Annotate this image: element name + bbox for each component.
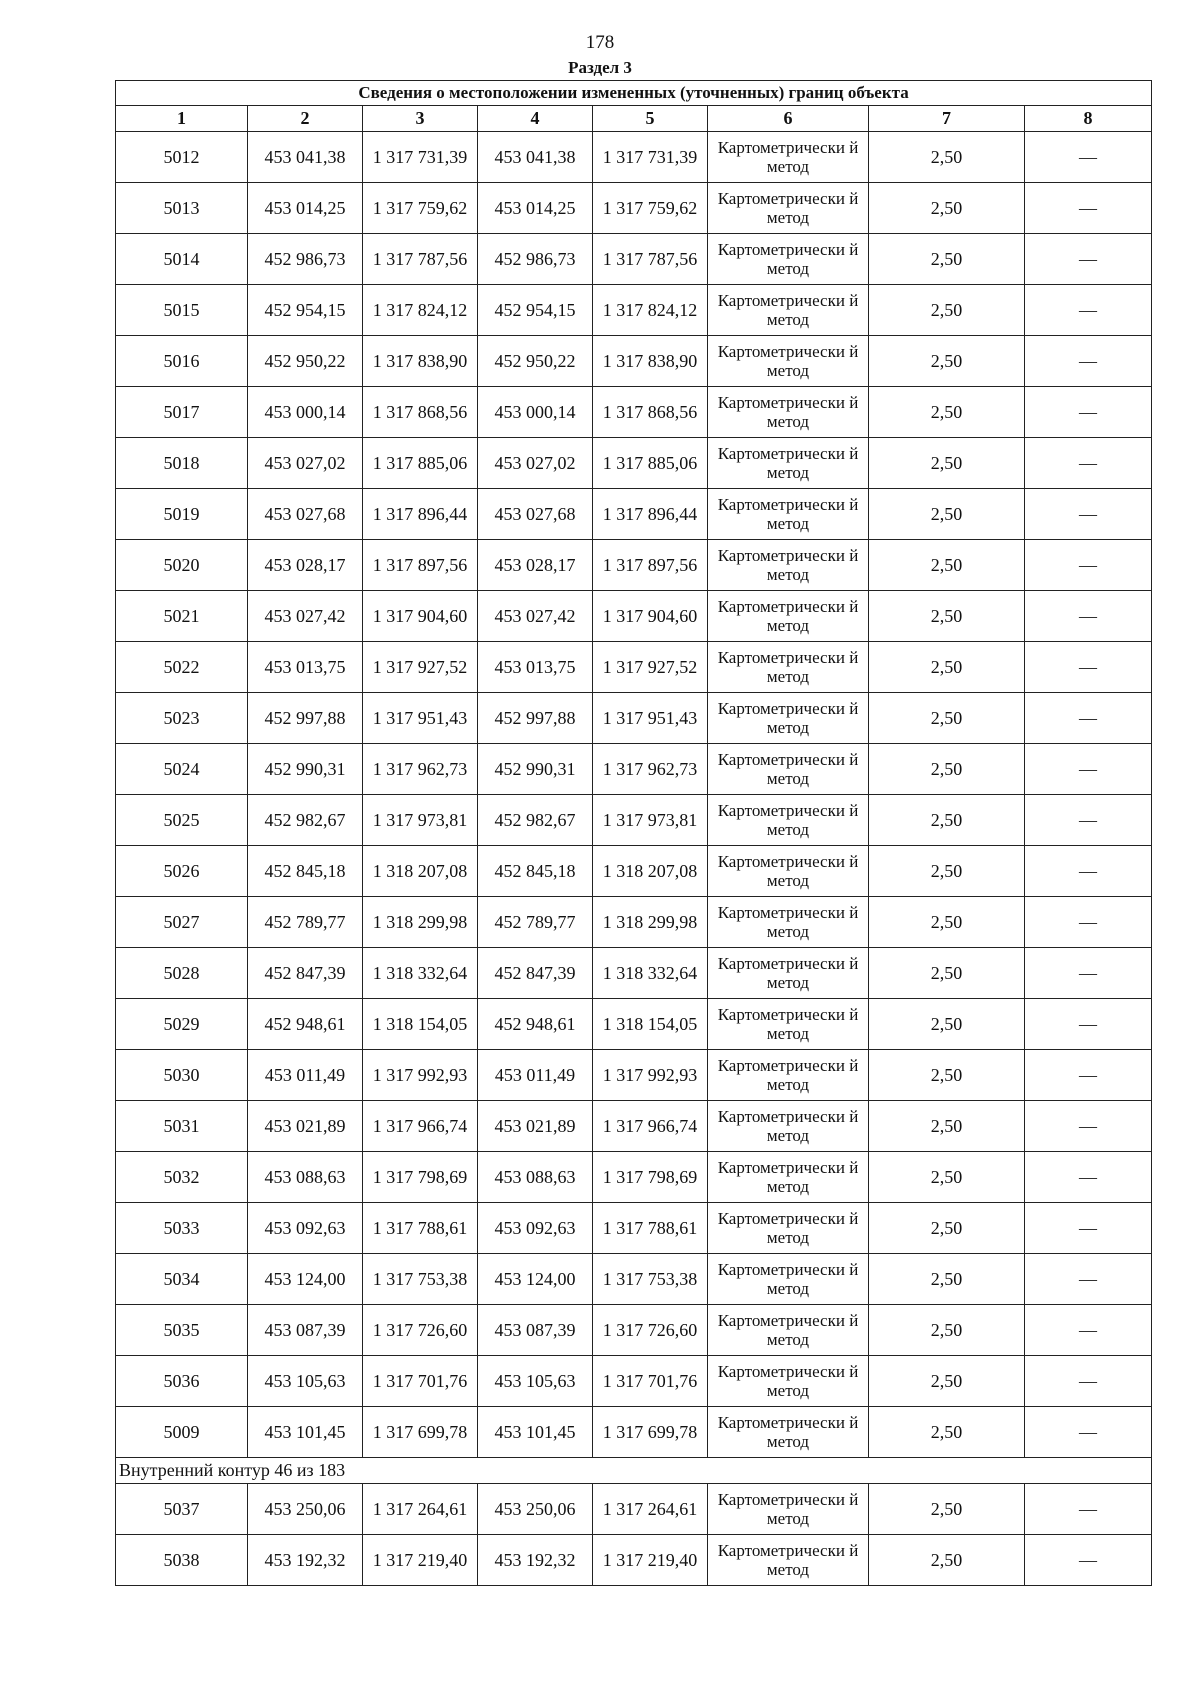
- column-number-row: [116, 106, 1152, 132]
- table-caption: Сведения о местоположении измененных (уточненных) границ объекта: [116, 81, 1152, 106]
- point-number-cell: 5013: [116, 183, 248, 234]
- accuracy-cell: 2,50: [869, 438, 1025, 489]
- y-existing-cell: 1 317 885,06: [363, 438, 478, 489]
- y-new-cell: 1 317 868,56: [593, 387, 708, 438]
- column-number: 6: [708, 106, 869, 132]
- accuracy-cell: 2,50: [869, 591, 1025, 642]
- table-row: [116, 540, 1152, 591]
- y-new-cell: 1 318 299,98: [593, 897, 708, 948]
- accuracy-cell: 2,50: [869, 897, 1025, 948]
- accuracy-cell: 2,50: [869, 1152, 1025, 1203]
- description-cell: —: [1025, 846, 1152, 897]
- x-new-cell: 453 014,25: [478, 183, 593, 234]
- method-cell: Картометрически й метод: [708, 132, 869, 183]
- method-cell: Картометрически й метод: [708, 591, 869, 642]
- x-existing-cell: 452 990,31: [248, 744, 363, 795]
- y-existing-cell: 1 317 966,74: [363, 1101, 478, 1152]
- y-existing-cell: 1 317 896,44: [363, 489, 478, 540]
- table-row: [116, 1535, 1152, 1586]
- description-cell: —: [1025, 1101, 1152, 1152]
- table-row: [116, 1356, 1152, 1407]
- x-existing-cell: 453 028,17: [248, 540, 363, 591]
- description-cell: —: [1025, 897, 1152, 948]
- point-number-cell: 5016: [116, 336, 248, 387]
- table-row: [116, 897, 1152, 948]
- accuracy-cell: 2,50: [869, 183, 1025, 234]
- x-existing-cell: 453 027,02: [248, 438, 363, 489]
- description-cell: —: [1025, 1356, 1152, 1407]
- accuracy-cell: 2,50: [869, 744, 1025, 795]
- accuracy-cell: 2,50: [869, 1305, 1025, 1356]
- y-existing-cell: 1 317 824,12: [363, 285, 478, 336]
- point-number-cell: 5028: [116, 948, 248, 999]
- description-cell: —: [1025, 183, 1152, 234]
- x-new-cell: 453 011,49: [478, 1050, 593, 1101]
- x-existing-cell: 452 997,88: [248, 693, 363, 744]
- y-new-cell: 1 317 966,74: [593, 1101, 708, 1152]
- x-new-cell: 452 997,88: [478, 693, 593, 744]
- point-number-cell: 5025: [116, 795, 248, 846]
- y-new-cell: 1 317 927,52: [593, 642, 708, 693]
- x-new-cell: 453 124,00: [478, 1254, 593, 1305]
- method-cell: Картометрически й метод: [708, 489, 869, 540]
- accuracy-cell: 2,50: [869, 336, 1025, 387]
- description-cell: —: [1025, 1050, 1152, 1101]
- point-number-cell: 5024: [116, 744, 248, 795]
- y-new-cell: 1 317 264,61: [593, 1484, 708, 1535]
- description-cell: —: [1025, 1203, 1152, 1254]
- y-new-cell: 1 318 207,08: [593, 846, 708, 897]
- accuracy-cell: 2,50: [869, 1254, 1025, 1305]
- x-existing-cell: 453 000,14: [248, 387, 363, 438]
- table-row: [116, 183, 1152, 234]
- x-new-cell: 453 250,06: [478, 1484, 593, 1535]
- x-existing-cell: 453 087,39: [248, 1305, 363, 1356]
- method-cell: Картометрически й метод: [708, 1407, 869, 1458]
- y-new-cell: 1 317 219,40: [593, 1535, 708, 1586]
- accuracy-cell: 2,50: [869, 642, 1025, 693]
- method-cell: Картометрически й метод: [708, 1535, 869, 1586]
- point-number-cell: 5036: [116, 1356, 248, 1407]
- method-cell: Картометрически й метод: [708, 1356, 869, 1407]
- x-new-cell: 453 092,63: [478, 1203, 593, 1254]
- method-cell: Картометрически й метод: [708, 183, 869, 234]
- x-existing-cell: 453 124,00: [248, 1254, 363, 1305]
- x-new-cell: 452 845,18: [478, 846, 593, 897]
- contour-label: Внутренний контур 46 из 183: [116, 1458, 1152, 1484]
- section-title: Раздел 3: [568, 58, 632, 77]
- method-cell: Картометрически й метод: [708, 948, 869, 999]
- accuracy-cell: 2,50: [869, 234, 1025, 285]
- x-existing-cell: 453 027,42: [248, 591, 363, 642]
- point-number-cell: 5023: [116, 693, 248, 744]
- y-existing-cell: 1 317 838,90: [363, 336, 478, 387]
- x-existing-cell: 453 250,06: [248, 1484, 363, 1535]
- y-new-cell: 1 317 992,93: [593, 1050, 708, 1101]
- table-row: [116, 1305, 1152, 1356]
- method-cell: Картометрически й метод: [708, 642, 869, 693]
- description-cell: —: [1025, 642, 1152, 693]
- y-existing-cell: 1 317 731,39: [363, 132, 478, 183]
- x-new-cell: 453 013,75: [478, 642, 593, 693]
- column-number: 3: [363, 106, 478, 132]
- table-row: [116, 234, 1152, 285]
- y-existing-cell: 1 317 904,60: [363, 591, 478, 642]
- page-number: 178: [585, 32, 615, 53]
- point-number-cell: 5029: [116, 999, 248, 1050]
- x-existing-cell: 452 948,61: [248, 999, 363, 1050]
- accuracy-cell: 2,50: [869, 285, 1025, 336]
- point-number-cell: 5032: [116, 1152, 248, 1203]
- point-number-cell: 5021: [116, 591, 248, 642]
- x-new-cell: 452 954,15: [478, 285, 593, 336]
- description-cell: —: [1025, 387, 1152, 438]
- y-existing-cell: 1 317 787,56: [363, 234, 478, 285]
- y-existing-cell: 1 317 753,38: [363, 1254, 478, 1305]
- point-number-cell: 5027: [116, 897, 248, 948]
- x-new-cell: 453 041,38: [478, 132, 593, 183]
- coordinates-table: [115, 80, 1152, 1586]
- y-new-cell: 1 317 962,73: [593, 744, 708, 795]
- method-cell: Картометрически й метод: [708, 438, 869, 489]
- description-cell: —: [1025, 336, 1152, 387]
- point-number-cell: 5037: [116, 1484, 248, 1535]
- x-existing-cell: 453 011,49: [248, 1050, 363, 1101]
- y-new-cell: 1 317 951,43: [593, 693, 708, 744]
- point-number-cell: 5018: [116, 438, 248, 489]
- y-existing-cell: 1 317 951,43: [363, 693, 478, 744]
- method-cell: Картометрически й метод: [708, 693, 869, 744]
- method-cell: Картометрически й метод: [708, 1305, 869, 1356]
- x-new-cell: 453 027,68: [478, 489, 593, 540]
- method-cell: Картометрически й метод: [708, 234, 869, 285]
- y-new-cell: 1 317 824,12: [593, 285, 708, 336]
- description-cell: —: [1025, 795, 1152, 846]
- x-existing-cell: 452 845,18: [248, 846, 363, 897]
- method-cell: Картометрически й метод: [708, 285, 869, 336]
- table-row: [116, 744, 1152, 795]
- column-number: 5: [593, 106, 708, 132]
- column-number: 2: [248, 106, 363, 132]
- method-cell: Картометрически й метод: [708, 897, 869, 948]
- accuracy-cell: 2,50: [869, 1050, 1025, 1101]
- table-row: [116, 795, 1152, 846]
- point-number-cell: 5033: [116, 1203, 248, 1254]
- method-cell: Картометрически й метод: [708, 336, 869, 387]
- y-existing-cell: 1 318 207,08: [363, 846, 478, 897]
- method-cell: Картометрически й метод: [708, 540, 869, 591]
- x-existing-cell: 453 105,63: [248, 1356, 363, 1407]
- table-row: [116, 642, 1152, 693]
- description-cell: —: [1025, 1484, 1152, 1535]
- description-cell: —: [1025, 693, 1152, 744]
- x-existing-cell: 453 014,25: [248, 183, 363, 234]
- method-cell: Картометрически й метод: [708, 744, 869, 795]
- x-existing-cell: 453 192,32: [248, 1535, 363, 1586]
- point-number-cell: 5019: [116, 489, 248, 540]
- method-cell: Картометрически й метод: [708, 999, 869, 1050]
- x-new-cell: 453 087,39: [478, 1305, 593, 1356]
- accuracy-cell: 2,50: [869, 948, 1025, 999]
- y-existing-cell: 1 317 788,61: [363, 1203, 478, 1254]
- y-existing-cell: 1 317 798,69: [363, 1152, 478, 1203]
- table-row: [116, 132, 1152, 183]
- method-cell: Картометрически й метод: [708, 795, 869, 846]
- description-cell: —: [1025, 1254, 1152, 1305]
- method-cell: Картометрически й метод: [708, 387, 869, 438]
- point-number-cell: 5031: [116, 1101, 248, 1152]
- x-new-cell: 453 192,32: [478, 1535, 593, 1586]
- method-cell: Картометрически й метод: [708, 1203, 869, 1254]
- y-new-cell: 1 317 897,56: [593, 540, 708, 591]
- y-new-cell: 1 317 973,81: [593, 795, 708, 846]
- y-existing-cell: 1 317 759,62: [363, 183, 478, 234]
- point-number-cell: 5020: [116, 540, 248, 591]
- y-existing-cell: 1 317 897,56: [363, 540, 478, 591]
- y-new-cell: 1 317 759,62: [593, 183, 708, 234]
- y-existing-cell: 1 317 701,76: [363, 1356, 478, 1407]
- accuracy-cell: 2,50: [869, 1203, 1025, 1254]
- x-existing-cell: 452 789,77: [248, 897, 363, 948]
- y-new-cell: 1 317 838,90: [593, 336, 708, 387]
- x-existing-cell: 453 027,68: [248, 489, 363, 540]
- y-existing-cell: 1 318 154,05: [363, 999, 478, 1050]
- column-number: 8: [1025, 106, 1152, 132]
- point-number-cell: 5026: [116, 846, 248, 897]
- y-new-cell: 1 317 788,61: [593, 1203, 708, 1254]
- description-cell: —: [1025, 999, 1152, 1050]
- y-new-cell: 1 317 904,60: [593, 591, 708, 642]
- contour-row: [116, 1458, 1152, 1484]
- x-existing-cell: 452 847,39: [248, 948, 363, 999]
- point-number-cell: 5014: [116, 234, 248, 285]
- x-new-cell: 452 789,77: [478, 897, 593, 948]
- table-row: [116, 1101, 1152, 1152]
- accuracy-cell: 2,50: [869, 1101, 1025, 1152]
- x-new-cell: 452 982,67: [478, 795, 593, 846]
- y-existing-cell: 1 317 962,73: [363, 744, 478, 795]
- accuracy-cell: 2,50: [869, 387, 1025, 438]
- y-new-cell: 1 317 798,69: [593, 1152, 708, 1203]
- table-row: [116, 438, 1152, 489]
- y-new-cell: 1 317 699,78: [593, 1407, 708, 1458]
- table-row: [116, 999, 1152, 1050]
- table-row: [116, 1152, 1152, 1203]
- accuracy-cell: 2,50: [869, 1484, 1025, 1535]
- description-cell: —: [1025, 234, 1152, 285]
- table-row: [116, 693, 1152, 744]
- y-existing-cell: 1 317 726,60: [363, 1305, 478, 1356]
- x-new-cell: 453 027,02: [478, 438, 593, 489]
- method-cell: Картометрически й метод: [708, 1484, 869, 1535]
- description-cell: —: [1025, 1305, 1152, 1356]
- description-cell: —: [1025, 285, 1152, 336]
- accuracy-cell: 2,50: [869, 489, 1025, 540]
- description-cell: —: [1025, 489, 1152, 540]
- x-new-cell: 453 000,14: [478, 387, 593, 438]
- x-existing-cell: 453 021,89: [248, 1101, 363, 1152]
- point-number-cell: 5038: [116, 1535, 248, 1586]
- accuracy-cell: 2,50: [869, 1407, 1025, 1458]
- y-existing-cell: 1 317 992,93: [363, 1050, 478, 1101]
- accuracy-cell: 2,50: [869, 540, 1025, 591]
- x-existing-cell: 453 092,63: [248, 1203, 363, 1254]
- point-number-cell: 5015: [116, 285, 248, 336]
- table-row: [116, 1254, 1152, 1305]
- y-new-cell: 1 318 332,64: [593, 948, 708, 999]
- accuracy-cell: 2,50: [869, 1535, 1025, 1586]
- table-row: [116, 1203, 1152, 1254]
- x-existing-cell: 452 954,15: [248, 285, 363, 336]
- y-existing-cell: 1 317 973,81: [363, 795, 478, 846]
- table-row: [116, 846, 1152, 897]
- table-row: [116, 1484, 1152, 1535]
- y-existing-cell: 1 318 332,64: [363, 948, 478, 999]
- table-row: [116, 387, 1152, 438]
- x-new-cell: 452 948,61: [478, 999, 593, 1050]
- table-row: [116, 489, 1152, 540]
- point-number-cell: 5030: [116, 1050, 248, 1101]
- y-existing-cell: 1 318 299,98: [363, 897, 478, 948]
- description-cell: —: [1025, 438, 1152, 489]
- x-new-cell: 453 021,89: [478, 1101, 593, 1152]
- x-existing-cell: 452 982,67: [248, 795, 363, 846]
- y-new-cell: 1 317 731,39: [593, 132, 708, 183]
- column-number: 1: [116, 106, 248, 132]
- point-number-cell: 5017: [116, 387, 248, 438]
- x-new-cell: 452 847,39: [478, 948, 593, 999]
- y-new-cell: 1 317 787,56: [593, 234, 708, 285]
- accuracy-cell: 2,50: [869, 795, 1025, 846]
- x-new-cell: 452 986,73: [478, 234, 593, 285]
- method-cell: Картометрически й метод: [708, 1050, 869, 1101]
- point-number-cell: 5022: [116, 642, 248, 693]
- table-row: [116, 591, 1152, 642]
- description-cell: —: [1025, 132, 1152, 183]
- y-existing-cell: 1 317 699,78: [363, 1407, 478, 1458]
- column-number: 4: [478, 106, 593, 132]
- table-row: [116, 948, 1152, 999]
- description-cell: —: [1025, 591, 1152, 642]
- y-existing-cell: 1 317 868,56: [363, 387, 478, 438]
- y-existing-cell: 1 317 264,61: [363, 1484, 478, 1535]
- x-new-cell: 453 088,63: [478, 1152, 593, 1203]
- method-cell: Картометрически й метод: [708, 1254, 869, 1305]
- y-new-cell: 1 317 701,76: [593, 1356, 708, 1407]
- point-number-cell: 5035: [116, 1305, 248, 1356]
- accuracy-cell: 2,50: [869, 1356, 1025, 1407]
- x-existing-cell: 453 101,45: [248, 1407, 363, 1458]
- x-existing-cell: 453 013,75: [248, 642, 363, 693]
- x-new-cell: 453 028,17: [478, 540, 593, 591]
- point-number-cell: 5034: [116, 1254, 248, 1305]
- x-existing-cell: 452 986,73: [248, 234, 363, 285]
- y-new-cell: 1 317 726,60: [593, 1305, 708, 1356]
- y-existing-cell: 1 317 219,40: [363, 1535, 478, 1586]
- x-existing-cell: 452 950,22: [248, 336, 363, 387]
- x-new-cell: 452 990,31: [478, 744, 593, 795]
- accuracy-cell: 2,50: [869, 693, 1025, 744]
- column-number: 7: [869, 106, 1025, 132]
- x-new-cell: 453 105,63: [478, 1356, 593, 1407]
- x-existing-cell: 453 041,38: [248, 132, 363, 183]
- x-new-cell: 452 950,22: [478, 336, 593, 387]
- table-caption-row: [116, 81, 1152, 106]
- method-cell: Картометрически й метод: [708, 1152, 869, 1203]
- point-number-cell: 5009: [116, 1407, 248, 1458]
- x-existing-cell: 453 088,63: [248, 1152, 363, 1203]
- table-row: [116, 285, 1152, 336]
- y-existing-cell: 1 317 927,52: [363, 642, 478, 693]
- y-new-cell: 1 318 154,05: [593, 999, 708, 1050]
- x-new-cell: 453 027,42: [478, 591, 593, 642]
- description-cell: —: [1025, 540, 1152, 591]
- description-cell: —: [1025, 1407, 1152, 1458]
- table-row: [116, 336, 1152, 387]
- x-new-cell: 453 101,45: [478, 1407, 593, 1458]
- description-cell: —: [1025, 744, 1152, 795]
- table-row: [116, 1407, 1152, 1458]
- y-new-cell: 1 317 885,06: [593, 438, 708, 489]
- accuracy-cell: 2,50: [869, 132, 1025, 183]
- description-cell: —: [1025, 1535, 1152, 1586]
- accuracy-cell: 2,50: [869, 846, 1025, 897]
- table-row: [116, 1050, 1152, 1101]
- description-cell: —: [1025, 948, 1152, 999]
- method-cell: Картометрически й метод: [708, 1101, 869, 1152]
- y-new-cell: 1 317 753,38: [593, 1254, 708, 1305]
- point-number-cell: 5012: [116, 132, 248, 183]
- description-cell: —: [1025, 1152, 1152, 1203]
- y-new-cell: 1 317 896,44: [593, 489, 708, 540]
- accuracy-cell: 2,50: [869, 999, 1025, 1050]
- method-cell: Картометрически й метод: [708, 846, 869, 897]
